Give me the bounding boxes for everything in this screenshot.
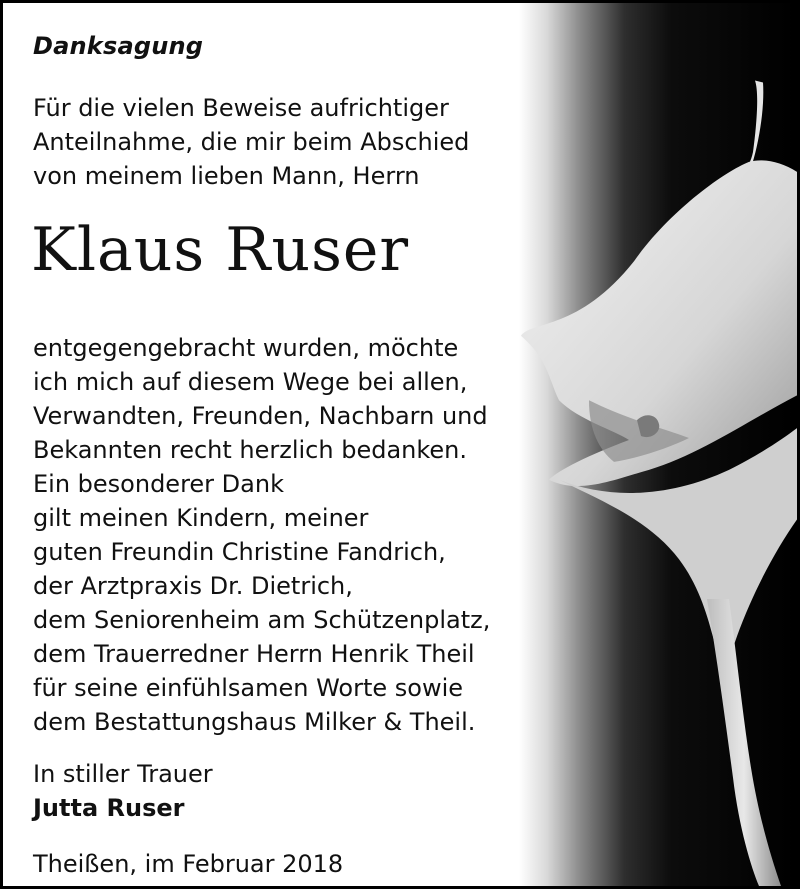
calla-lily-icon — [519, 3, 797, 886]
body-line: Ein besonderer Dank — [33, 470, 284, 498]
deceased-name: Klaus Ruser — [31, 215, 410, 285]
intro-line: Für die vielen Beweise aufrichtiger — [33, 94, 449, 122]
body-text — [33, 331, 513, 739]
calla-lily-photo — [519, 3, 797, 886]
body-line: der Arztpraxis Dr. Dietrich, — [33, 572, 353, 600]
body-line: guten Freundin Christine Fandrich, — [33, 538, 446, 566]
body-line: dem Seniorenheim am Schützenplatz, — [33, 606, 491, 634]
closing-phrase: In stiller Trauer — [33, 760, 213, 788]
body-line: für seine einfühlsamen Worte sowie — [33, 674, 464, 702]
place-and-date: Theißen, im Februar 2018 — [33, 850, 344, 878]
body-line: dem Bestattungshaus Milker & Theil. — [33, 708, 476, 736]
body-line: gilt meinen Kindern, meiner — [33, 504, 369, 532]
heading: Danksagung — [33, 32, 204, 60]
body-line: entgegengebracht wurden, möchte — [33, 334, 459, 362]
intro-text — [33, 91, 513, 193]
signature: Jutta Ruser — [33, 794, 185, 822]
intro-line: von meinem lieben Mann, Herrn — [33, 162, 420, 190]
notice-text — [33, 31, 513, 881]
body-line: dem Trauerredner Herrn Henrik Theil — [33, 640, 475, 668]
intro-line: Anteilnahme, die mir beim Abschied — [33, 128, 470, 156]
body-line: Bekannten recht herzlich bedanken. — [33, 436, 468, 464]
body-line: Verwandten, Freunden, Nachbarn und — [33, 402, 488, 430]
body-line: ich mich auf diesem Wege bei allen, — [33, 368, 468, 396]
